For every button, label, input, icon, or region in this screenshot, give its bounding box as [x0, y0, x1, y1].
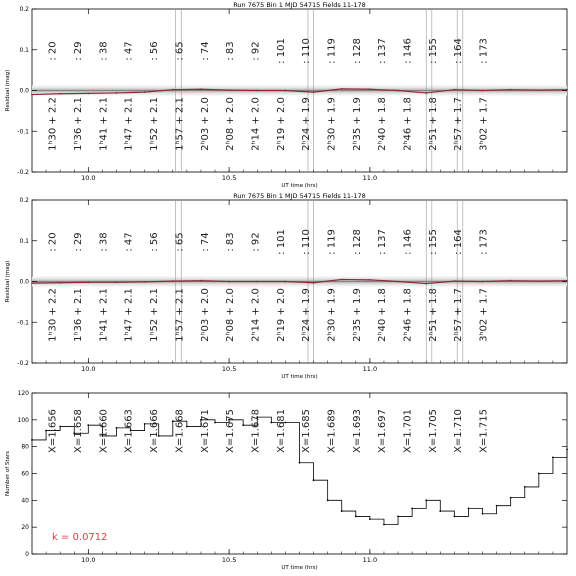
airmass-label: X=1.663	[123, 409, 135, 453]
data-point	[425, 92, 427, 94]
y-tick-label: 0	[25, 551, 29, 558]
time-offset-label: 2ʰ24 + 1.9	[301, 288, 313, 342]
x-axis-label: UT time (hrs)	[281, 565, 318, 571]
data-point	[214, 422, 216, 424]
field-number-label: : 155	[427, 38, 439, 64]
airmass-label: X=1.666	[149, 409, 161, 453]
airmass-label: X=1.685	[301, 409, 313, 453]
field-number-label: : 155	[427, 229, 439, 255]
x-tick-label: 10.0	[81, 365, 96, 373]
data-point	[116, 281, 118, 283]
airmass-label: X=1.678	[250, 409, 262, 453]
data-point	[186, 426, 188, 428]
data-point	[482, 90, 484, 92]
data-point	[59, 282, 61, 284]
time-offset-label: 2ʰ51 + 1.8	[427, 97, 439, 151]
field-number-label: : 20	[47, 232, 59, 252]
x-tick-label: 10.5	[221, 174, 237, 182]
data-point	[453, 516, 455, 518]
data-point	[397, 281, 399, 283]
field-number-label: : 110	[301, 38, 313, 64]
data-point	[200, 280, 202, 282]
field-number-label: : 20	[47, 41, 59, 61]
x-tick-label: 10.0	[81, 556, 96, 564]
data-point	[538, 280, 540, 282]
time-offset-label: 2ʰ19 + 2.0	[275, 288, 287, 342]
field-number-label: : 146	[402, 229, 414, 255]
time-offset-label: 1ʰ36 + 2.1	[73, 288, 85, 342]
time-offset-label: 2ʰ40 + 1.8	[377, 97, 389, 151]
y-axis-label: Residual (mag)	[5, 260, 11, 303]
time-offset-label: 2ʰ08 + 2.0	[225, 97, 237, 151]
chart-panel-2	[5, 192, 568, 380]
field-number-label: : 47	[123, 232, 135, 252]
time-offset-label: 2ʰ14 + 2.0	[250, 97, 262, 151]
data-point	[524, 486, 526, 488]
time-offset-label: 2ʰ46 + 1.8	[402, 288, 414, 342]
data-point	[369, 518, 371, 520]
data-point	[482, 513, 484, 515]
chart-title: Run 7675 Bin 1 MJD 54715 Fields 11-178	[233, 1, 366, 9]
field-number-label: : 29	[73, 41, 85, 61]
time-offset-label: 2ʰ14 + 2.0	[250, 288, 262, 342]
field-number-label: : 47	[123, 41, 135, 61]
data-point	[383, 524, 385, 526]
data-point	[256, 281, 258, 283]
data-point	[116, 92, 118, 94]
time-offset-label: 2ʰ57 + 1.7	[453, 288, 465, 342]
field-number-label: : 65	[174, 232, 186, 252]
airmass-label: X=1.701	[402, 409, 414, 453]
data-point	[299, 462, 301, 464]
time-offset-label: 1ʰ52 + 2.1	[149, 97, 161, 151]
field-number-label: : 146	[402, 38, 414, 64]
field-number-label: : 38	[98, 232, 110, 252]
data-point	[496, 505, 498, 507]
data-point	[116, 427, 118, 429]
data-point	[313, 91, 315, 93]
data-point	[144, 91, 146, 93]
field-number-label: : 164	[453, 38, 465, 64]
time-offset-label: 2ʰ35 + 1.9	[351, 288, 363, 342]
x-axis-label: UT time (hrs)	[281, 183, 318, 189]
field-number-label: : 101	[275, 38, 287, 64]
airmass-label: X=1.693	[351, 409, 363, 453]
y-tick-label: -0.1	[17, 319, 29, 327]
time-offset-label: 2ʰ19 + 2.0	[275, 97, 287, 151]
field-number-label: : 137	[377, 38, 389, 64]
y-tick-label: 100	[17, 416, 29, 424]
airmass-label: X=1.658	[73, 409, 85, 453]
y-tick-label: 0.2	[19, 6, 29, 13]
airmass-label: X=1.660	[98, 409, 110, 453]
data-point	[510, 89, 512, 91]
time-offset-label: 2ʰ40 + 1.8	[377, 288, 389, 342]
data-point	[538, 89, 540, 91]
y-tick-label: 0.1	[19, 46, 29, 54]
y-tick-label: 20	[21, 524, 29, 532]
data-point	[411, 507, 413, 509]
data-point	[355, 516, 357, 518]
time-offset-label: 2ʰ51 + 1.8	[427, 288, 439, 342]
airmass-label: X=1.715	[478, 409, 490, 453]
data-point	[59, 93, 61, 95]
airmass-label: X=1.689	[326, 409, 338, 453]
field-number-label: : 92	[250, 41, 262, 61]
field-number-label: : 137	[377, 229, 389, 255]
field-number-label: : 128	[351, 229, 363, 255]
data-point	[270, 422, 272, 424]
y-tick-label: 80	[21, 443, 29, 451]
data-point	[397, 90, 399, 92]
field-number-label: : 74	[199, 41, 211, 61]
field-number-label: : 92	[250, 232, 262, 252]
data-point	[369, 279, 371, 281]
field-number-label: : 119	[326, 229, 338, 255]
y-tick-label: 120	[17, 390, 29, 397]
data-point	[425, 283, 427, 285]
x-tick-label: 10.0	[81, 174, 96, 182]
data-point	[453, 89, 455, 91]
field-number-label: : 164	[453, 229, 465, 255]
airmass-label: X=1.710	[453, 409, 465, 453]
extinction-coefficient-label: k = 0.0712	[52, 532, 108, 543]
data-point	[228, 281, 230, 283]
y-tick-label: 0.0	[19, 278, 29, 286]
data-point	[172, 89, 174, 91]
x-axis-label: UT time (hrs)	[281, 374, 318, 380]
data-point	[425, 499, 427, 501]
x-tick-label: 11.0	[362, 365, 378, 373]
x-tick-label: 10.5	[221, 365, 237, 373]
field-number-label: : 56	[149, 41, 161, 61]
y-tick-label: 0.0	[19, 87, 29, 95]
time-offset-label: 1ʰ57 + 2.1	[174, 97, 186, 151]
data-point	[510, 497, 512, 499]
data-point	[482, 281, 484, 283]
data-point	[439, 510, 441, 512]
y-tick-label: 0.2	[19, 197, 29, 204]
data-point	[468, 507, 470, 509]
data-point	[87, 92, 89, 94]
field-number-label: : 119	[326, 38, 338, 64]
airmass-label: X=1.671	[199, 409, 211, 453]
y-tick-label: 0.1	[19, 237, 29, 245]
data-point	[31, 282, 33, 284]
time-offset-label: 2ʰ03 + 2.0	[199, 97, 211, 151]
data-point	[313, 282, 315, 284]
x-tick-label: 11.0	[362, 174, 378, 182]
data-point	[59, 426, 61, 428]
time-offset-label: 1ʰ52 + 2.1	[149, 288, 161, 342]
y-axis-label: Residual (mag)	[5, 69, 11, 112]
chart-panel-1	[5, 1, 568, 189]
field-number-label: : 83	[225, 41, 237, 61]
airmass-label: X=1.681	[275, 409, 287, 453]
field-number-label: : 74	[199, 232, 211, 252]
data-point	[566, 448, 568, 450]
data-point	[285, 281, 287, 283]
airmass-label: X=1.668	[174, 409, 186, 453]
time-offset-label: 2ʰ35 + 1.9	[351, 97, 363, 151]
field-number-label: : 29	[73, 232, 85, 252]
data-point	[228, 89, 230, 91]
time-offset-label: 1ʰ41 + 2.1	[98, 288, 110, 342]
field-number-label: : 83	[225, 232, 237, 252]
x-tick-label: 11.0	[362, 556, 378, 564]
field-number-label: : 173	[478, 38, 490, 64]
data-point	[87, 424, 89, 426]
time-offset-label: 2ʰ24 + 1.9	[301, 97, 313, 151]
time-offset-label: 2ʰ30 + 1.9	[326, 97, 338, 151]
data-point	[242, 424, 244, 426]
y-axis-label: Number of Stars	[5, 450, 11, 497]
data-point	[538, 473, 540, 475]
data-point	[172, 420, 174, 422]
data-point	[144, 281, 146, 283]
time-offset-label: 1ʰ30 + 2.2	[47, 288, 59, 342]
time-offset-label: 1ʰ57 + 2.1	[174, 288, 186, 342]
data-point	[341, 510, 343, 512]
data-point	[256, 90, 258, 92]
data-point	[341, 88, 343, 90]
time-offset-label: 2ʰ08 + 2.0	[225, 288, 237, 342]
field-number-label: : 101	[275, 229, 287, 255]
time-offset-label: 2ʰ57 + 1.7	[453, 97, 465, 151]
data-point	[510, 280, 512, 282]
y-tick-label: -0.2	[17, 360, 29, 367]
y-tick-label: -0.1	[17, 128, 29, 136]
data-point	[397, 516, 399, 518]
data-point	[200, 88, 202, 90]
x-tick-label: 10.5	[221, 556, 237, 564]
airmass-label: X=1.705	[427, 409, 439, 453]
data-point	[327, 499, 329, 501]
time-offset-label: 1ʰ47 + 2.1	[123, 97, 135, 151]
data-point	[31, 94, 33, 96]
y-tick-label: -0.2	[17, 169, 29, 176]
airmass-label: X=1.697	[377, 409, 389, 453]
data-point	[172, 280, 174, 282]
data-point	[453, 280, 455, 282]
airmass-label: X=1.656	[47, 409, 59, 453]
time-offset-label: 3ʰ02 + 1.7	[478, 97, 490, 151]
field-number-label: : 128	[351, 38, 363, 64]
time-offset-label: 2ʰ46 + 1.8	[402, 97, 414, 151]
time-offset-label: 2ʰ03 + 2.0	[199, 288, 211, 342]
data-point	[45, 430, 47, 432]
data-point	[31, 439, 33, 441]
time-offset-label: 1ʰ36 + 2.1	[73, 97, 85, 151]
field-number-label: : 56	[149, 232, 161, 252]
y-tick-label: 40	[21, 497, 29, 505]
data-point	[285, 90, 287, 92]
field-number-label: : 173	[478, 229, 490, 255]
time-offset-label: 3ʰ02 + 1.7	[478, 288, 490, 342]
field-number-label: : 65	[174, 41, 186, 61]
data-point	[87, 281, 89, 283]
chart-panel-3	[5, 390, 568, 571]
airmass-label: X=1.675	[225, 409, 237, 453]
field-number-label: : 38	[98, 41, 110, 61]
field-number-label: : 110	[301, 229, 313, 255]
time-offset-label: 1ʰ30 + 2.2	[47, 97, 59, 151]
time-offset-label: 2ʰ30 + 1.9	[326, 288, 338, 342]
data-point	[369, 88, 371, 90]
data-point	[144, 423, 146, 425]
time-offset-label: 1ʰ41 + 2.1	[98, 97, 110, 151]
data-point	[313, 479, 315, 481]
time-offset-label: 1ʰ47 + 2.1	[123, 288, 135, 342]
chart-title: Run 7675 Bin 1 MJD 54715 Fields 11-178	[233, 192, 366, 200]
data-point	[552, 457, 554, 459]
y-tick-label: 60	[21, 470, 29, 478]
data-point	[341, 279, 343, 281]
